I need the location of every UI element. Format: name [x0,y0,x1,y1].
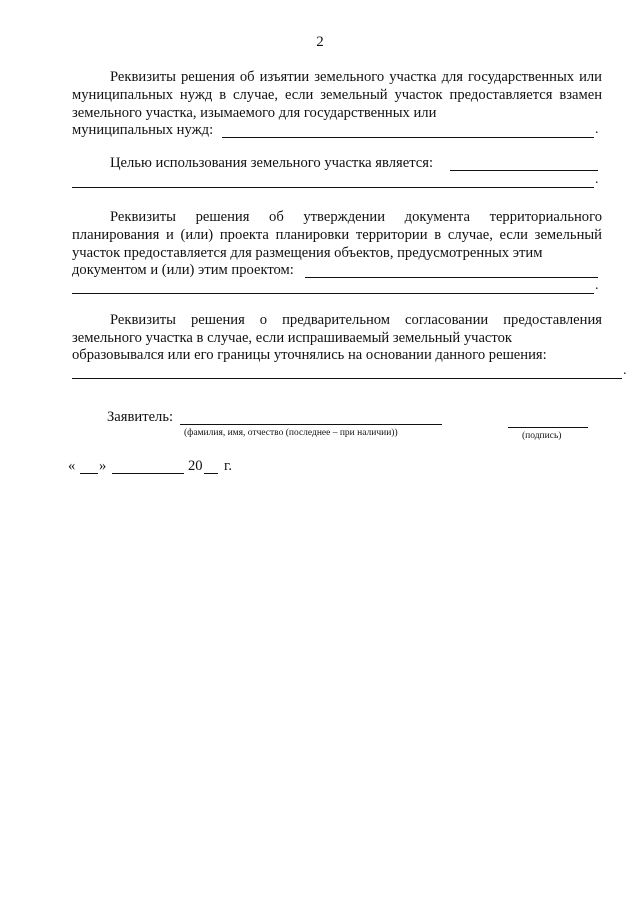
paragraph-preliminary-approval [72,311,602,347]
paragraph-planning-decision [72,208,602,262]
para3-fill-line-1[interactable] [305,277,598,278]
applicant-name-caption: (фамилия, имя, отчество (последнее – при наличии)) [184,428,398,438]
applicant-label: Заявитель: [107,409,174,425]
para4-period: . [623,363,627,378]
para4-fill-line[interactable] [72,378,622,379]
date-year-prefix: 20 [188,458,203,474]
para4-last-line-label: образовывался или его границы уточнялись на основании данного решения: [72,347,547,363]
para1-period: . [595,122,599,137]
applicant-name-line[interactable] [180,424,442,425]
para1-line-2: или муниципальных нужд в случае, если земельный участок предоставляется [72,69,602,103]
para3-line-1: Реквизиты решения об утверждении документа территориального [110,209,602,225]
para4-line-2: земельного участка в случае, если испрашиваемый земельный участок [72,330,512,346]
signature-line[interactable] [508,427,588,428]
para1-line-3: взамен земельного участка, изымаемого для государственных или [72,87,602,121]
para3-last-line-label: документом и (или) этим проектом: [72,262,294,278]
para1-last-line-label: муниципальных нужд: [72,122,214,138]
date-close-quote: » [99,458,107,474]
para3-period: . [595,278,599,293]
purpose-fill-line-1[interactable] [450,170,598,171]
para4-line-1: Реквизиты решения о предварительном согласовании предоставления [110,312,602,328]
purpose-fill-line-2[interactable] [72,187,594,188]
date-month-line[interactable] [112,473,184,474]
date-year-line[interactable] [204,473,218,474]
para1-line-1: Реквизиты решения об изъятии земельного участка для государственных [110,69,580,85]
date-year-suffix: г. [224,458,232,474]
para3-fill-line-2[interactable] [72,293,594,294]
para1-fill-line[interactable] [222,137,594,138]
page-number: 2 [316,34,324,50]
para3-line-2: планирования и (или) проекта планировки территории в случае, если земельный [72,227,602,243]
para2-period: . [595,172,599,187]
signature-caption: (подпись) [522,431,562,441]
purpose-label: Целью использования земельного участка является: [110,155,433,171]
para3-line-3: участок предоставляется для размещения объектов, предусмотренных этим [72,245,543,261]
date-day-line[interactable] [80,473,98,474]
date-open-quote: « [68,458,76,474]
paragraph-withdrawal-decision [72,68,602,122]
